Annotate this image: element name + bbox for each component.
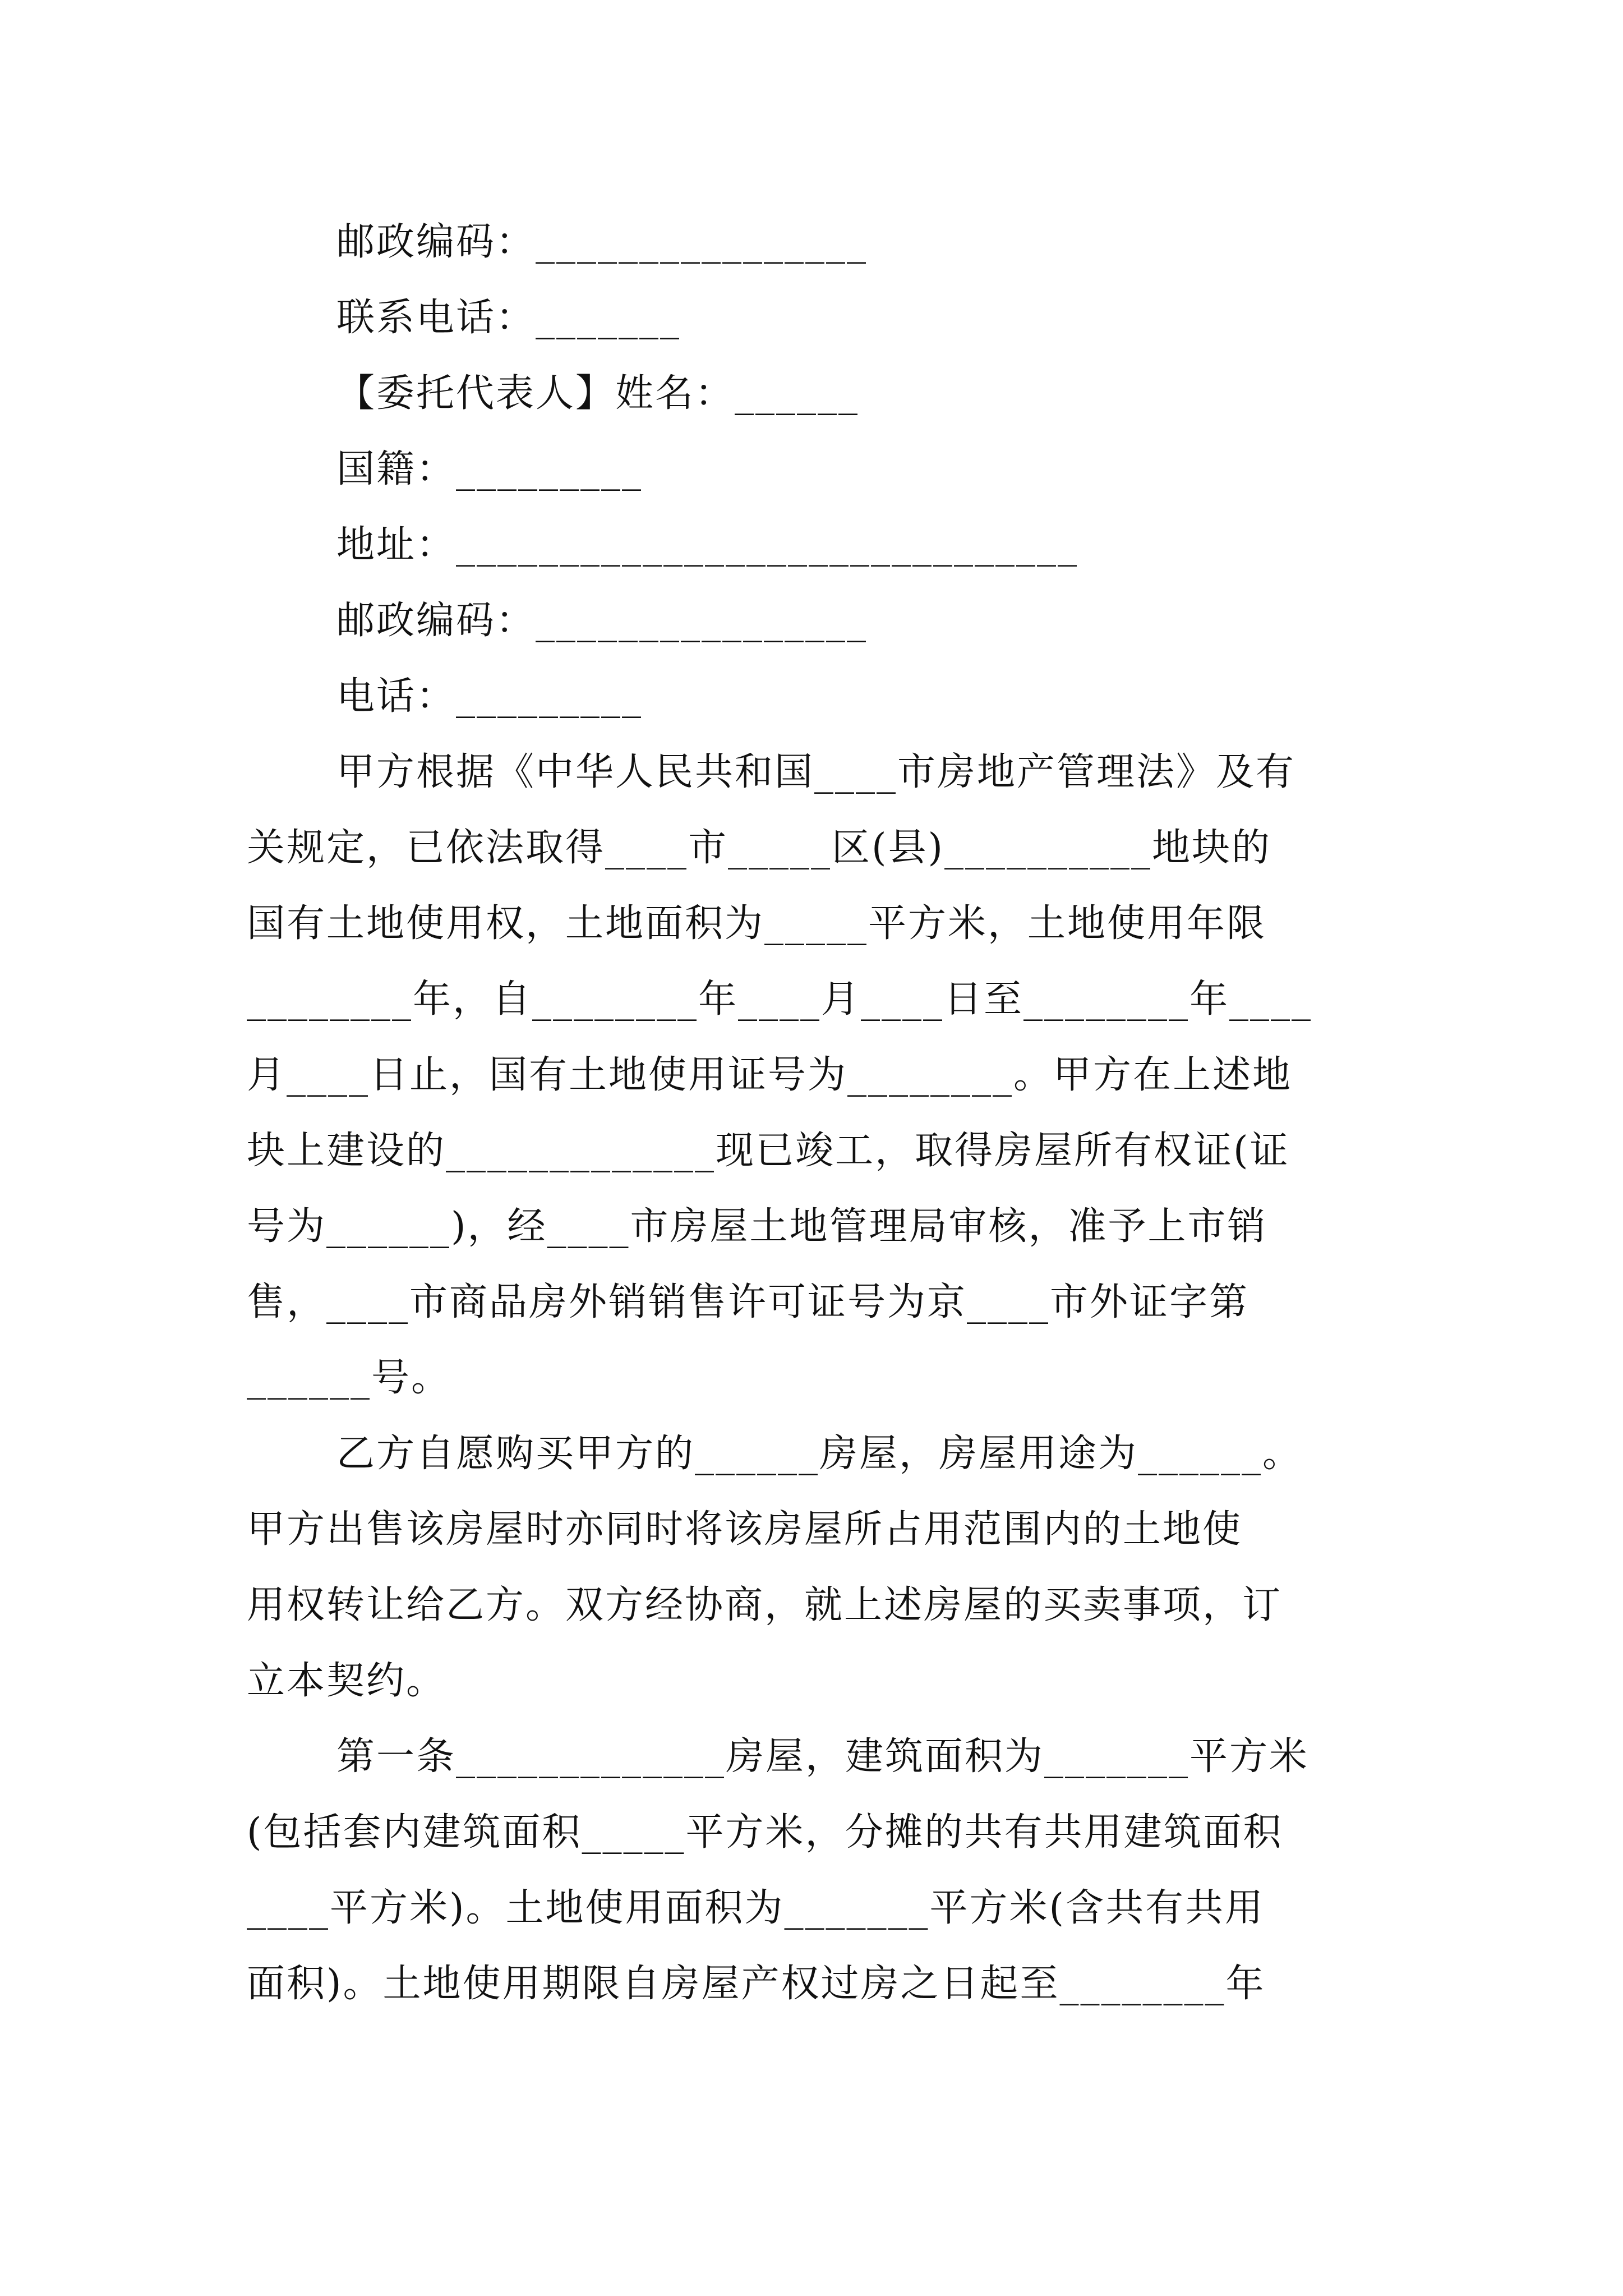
paragraph-1-line-7: 号为______)，经____市房屋土地管理局审核，准予上市销 — [247, 1204, 1267, 1249]
contact-phone-line: 联系电话：_______ — [336, 296, 681, 340]
article-1-line-2: (包括套内建筑面积_____平方米，分摊的共有共用建筑面积 — [247, 1810, 1283, 1855]
article-1-line-4: 面积)。土地使用期限自房屋产权过房之日起至________年 — [247, 1962, 1266, 2006]
paragraph-1-line-2: 关规定，已依法取得____市_____区(县)__________地块的 — [247, 826, 1272, 870]
nationality-line: 国籍：_________ — [336, 447, 643, 491]
paragraph-1-line-4: ________年，自________年____月____日至________年____ — [247, 977, 1313, 1022]
paragraph-2-line-1: 乙方自愿购买甲方的______房屋，房屋用途为______。 — [336, 1432, 1303, 1476]
paragraph-1-line-9: ______号。 — [247, 1356, 451, 1400]
postal-code-line: 邮政编码：________________ — [336, 220, 868, 264]
delegate-postal-code-line: 邮政编码：________________ — [336, 599, 868, 643]
paragraph-2-line-2: 甲方出售该房屋时亦同时将该房屋所占用范围内的土地使 — [247, 1507, 1243, 1552]
article-1-line-1: 第一条_____________房屋，建筑面积为_______平方米 — [336, 1734, 1310, 1779]
article-1-line-3: ____平方米)。土地使用面积为_______平方米(含共有共用 — [247, 1886, 1265, 1930]
paragraph-1-line-1: 甲方根据《中华人民共和国____市房地产管理法》及有 — [336, 750, 1296, 794]
delegate-phone-line: 电话：_________ — [336, 674, 643, 719]
paragraph-2-line-3: 用权转让给乙方。双方经协商，就上述房屋的买卖事项，订 — [247, 1583, 1283, 1627]
address-line: 地址：______________________________ — [336, 523, 1079, 567]
paragraph-1-line-6: 块上建设的_____________现已竣工，取得房屋所有权证(证 — [247, 1129, 1290, 1173]
paragraph-2-line-4: 立本契约。 — [247, 1659, 446, 1703]
delegate-name-line: 【委托代表人】姓名：______ — [336, 371, 860, 416]
paragraph-1-line-8: 售，____市商品房外销销售许可证号为京____市外证字第 — [247, 1280, 1249, 1324]
paragraph-1-line-3: 国有土地使用权，土地面积为_____平方米，土地使用年限 — [247, 901, 1267, 946]
paragraph-1-line-5: 月____日止，国有土地使用证号为________。甲方在上述地 — [247, 1053, 1293, 1097]
